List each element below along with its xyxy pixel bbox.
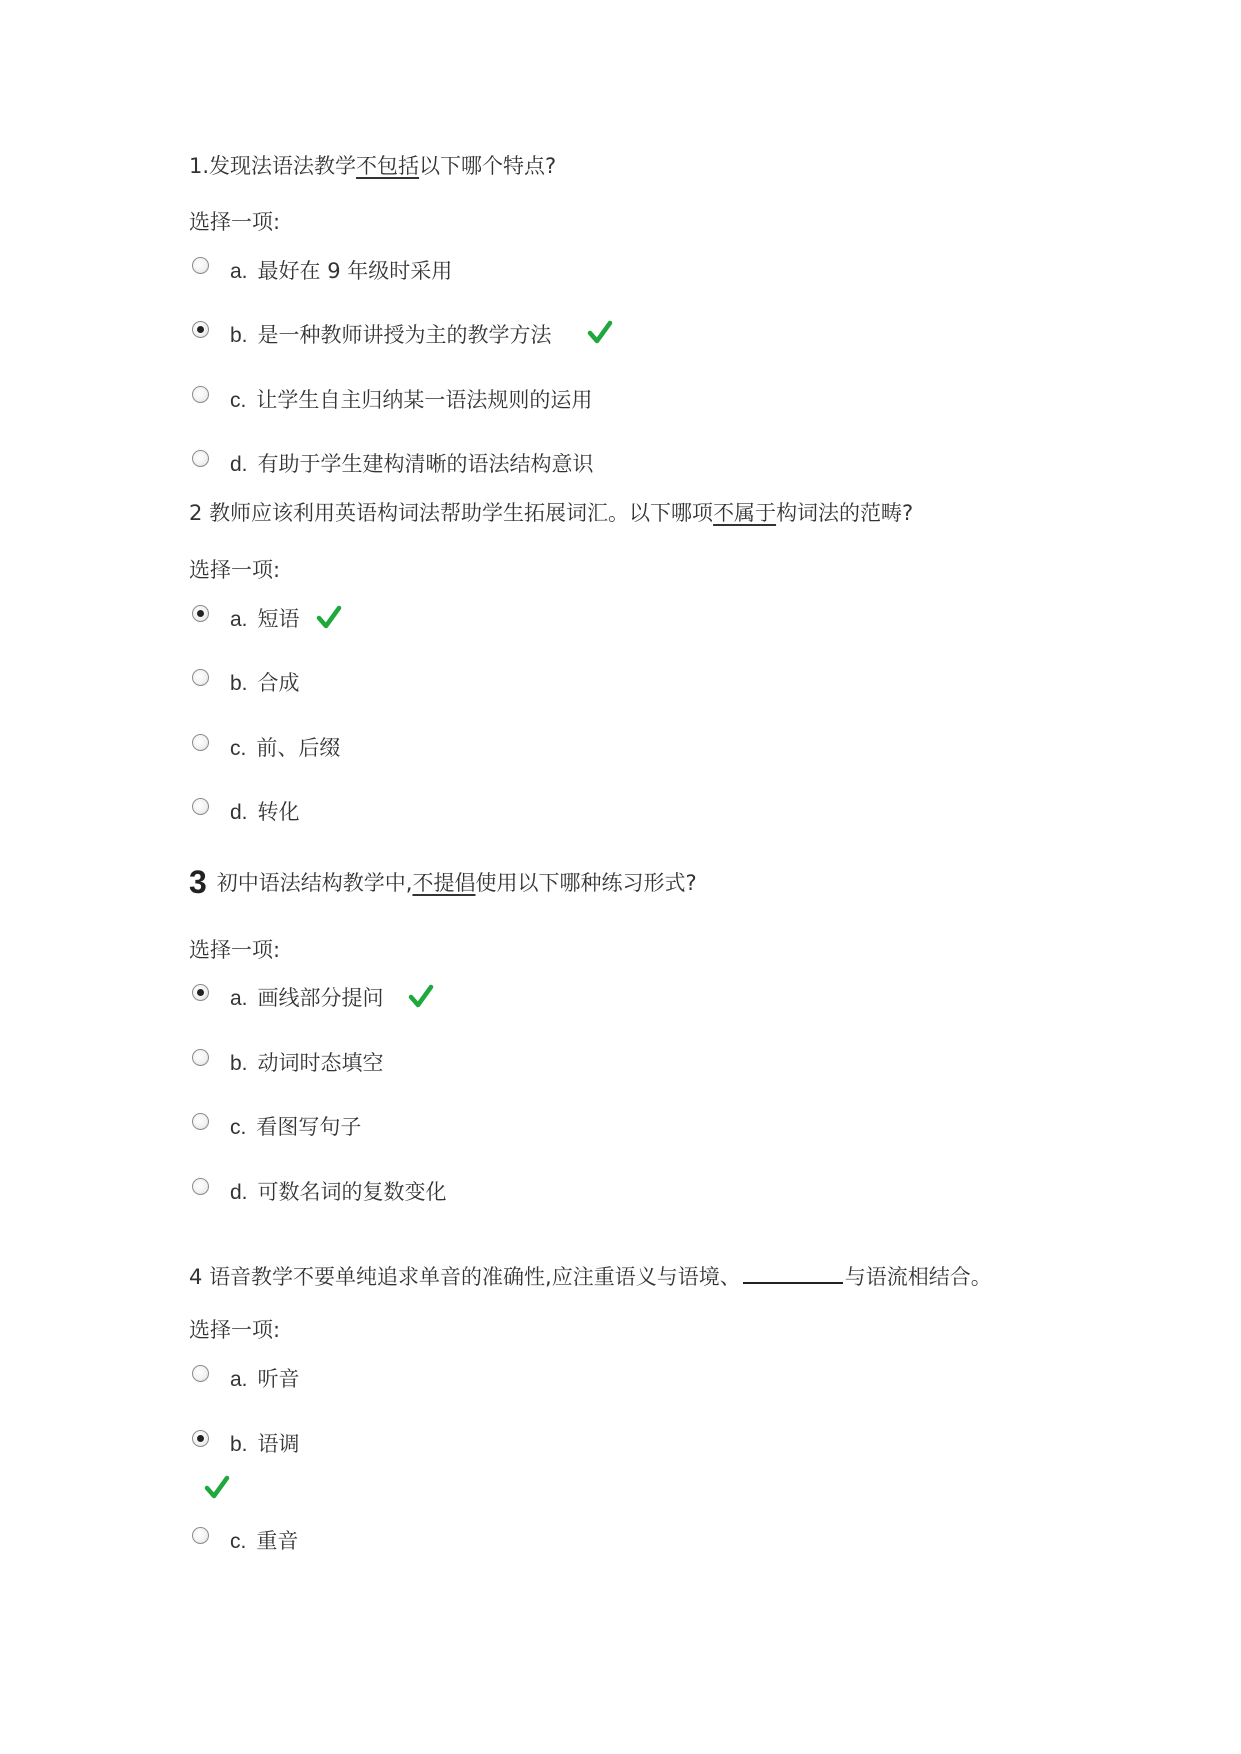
- option-letter: a.: [230, 608, 248, 631]
- radio-button-selected[interactable]: [192, 605, 209, 622]
- question-number: 3: [189, 864, 207, 900]
- radio-button[interactable]: [192, 1527, 209, 1544]
- option-letter: b.: [230, 324, 248, 347]
- radio-button[interactable]: [192, 257, 209, 274]
- radio-button[interactable]: [192, 1365, 209, 1382]
- option-label: 画线部分提问: [257, 986, 384, 1010]
- option-label: 前、后缀: [256, 736, 341, 760]
- question-text: 语音教学不要单纯追求单音的准确性,应注重语义与语境、: [209, 1265, 741, 1289]
- option-letter: d.: [230, 453, 248, 476]
- option-label: 短语: [257, 607, 300, 631]
- question-number: 2: [189, 501, 203, 525]
- question-2-prompt: 选择一项:: [189, 558, 281, 582]
- option-letter: b.: [230, 1052, 248, 1075]
- option-label: 是一种教师讲授为主的教学方法: [257, 323, 552, 347]
- question-text: 发现法语法教学: [209, 154, 357, 178]
- correct-check-icon: [316, 605, 342, 631]
- question-2-title: [189, 503, 913, 524]
- option-letter: c.: [230, 737, 247, 760]
- option-letter: d.: [230, 1181, 248, 1204]
- option-label: 转化: [257, 800, 300, 824]
- question-4-prompt: 选择一项:: [189, 1318, 281, 1342]
- option-label: 让学生自主归纳某一语法规则的运用: [256, 388, 593, 412]
- option-letter: a.: [230, 1368, 248, 1391]
- option-letter: c.: [230, 389, 247, 412]
- question-3-prompt: 选择一项:: [189, 938, 281, 962]
- correct-check-icon: [204, 1475, 230, 1501]
- question-emphasis: 不包括: [356, 154, 420, 178]
- option-label: 可数名词的复数变化: [257, 1180, 447, 1204]
- question-number: 1.: [189, 154, 210, 178]
- option-letter: a.: [230, 260, 248, 283]
- option-letter: d.: [230, 801, 248, 824]
- question-text-end: 使用以下哪种练习形式?: [475, 871, 697, 895]
- radio-button[interactable]: [192, 734, 209, 751]
- radio-button[interactable]: [192, 798, 209, 815]
- question-emphasis: 不提倡: [412, 871, 476, 895]
- radio-button[interactable]: [192, 1113, 209, 1130]
- fill-in-blank: [743, 1264, 843, 1284]
- correct-check-icon: [587, 320, 613, 346]
- option-label: 合成: [257, 671, 300, 695]
- radio-button-selected[interactable]: [192, 984, 209, 1001]
- question-1-title: [189, 156, 556, 177]
- question-text: 初中语法结构教学中,: [216, 871, 413, 895]
- radio-button-selected[interactable]: [192, 321, 209, 338]
- radio-button[interactable]: [192, 1049, 209, 1066]
- question-text-end: 构词法的范畴?: [776, 501, 914, 525]
- option-label: 动词时态填空: [257, 1051, 384, 1075]
- question-text-end: 与语流相结合。: [844, 1265, 992, 1289]
- option-letter: b.: [230, 1433, 248, 1456]
- radio-button[interactable]: [192, 450, 209, 467]
- question-1-prompt: 选择一项:: [189, 210, 281, 234]
- correct-check-icon: [408, 984, 434, 1010]
- radio-button[interactable]: [192, 1178, 209, 1195]
- question-emphasis: 不属于: [713, 501, 777, 525]
- question-text-end: 以下哪个特点?: [419, 154, 557, 178]
- option-label: 重音: [256, 1529, 299, 1553]
- option-label: 语调: [257, 1432, 300, 1456]
- radio-button[interactable]: [192, 669, 209, 686]
- question-number: 4: [189, 1265, 203, 1289]
- option-label: 看图写句子: [256, 1115, 362, 1139]
- question-3-title: [189, 866, 697, 898]
- option-letter: b.: [230, 672, 248, 695]
- option-letter: c.: [230, 1116, 247, 1139]
- radio-button[interactable]: [192, 386, 209, 403]
- option-label: 有助于学生建构清晰的语法结构意识: [257, 452, 594, 476]
- option-letter: a.: [230, 987, 248, 1010]
- option-letter: c.: [230, 1530, 247, 1553]
- option-label: 听音: [257, 1367, 300, 1391]
- option-label: 最好在 9 年级时采用: [257, 259, 453, 283]
- radio-button-selected[interactable]: [192, 1430, 209, 1447]
- question-4-title: [189, 1264, 992, 1288]
- question-text: 教师应该利用英语构词法帮助学生拓展词汇。以下哪项: [209, 501, 714, 525]
